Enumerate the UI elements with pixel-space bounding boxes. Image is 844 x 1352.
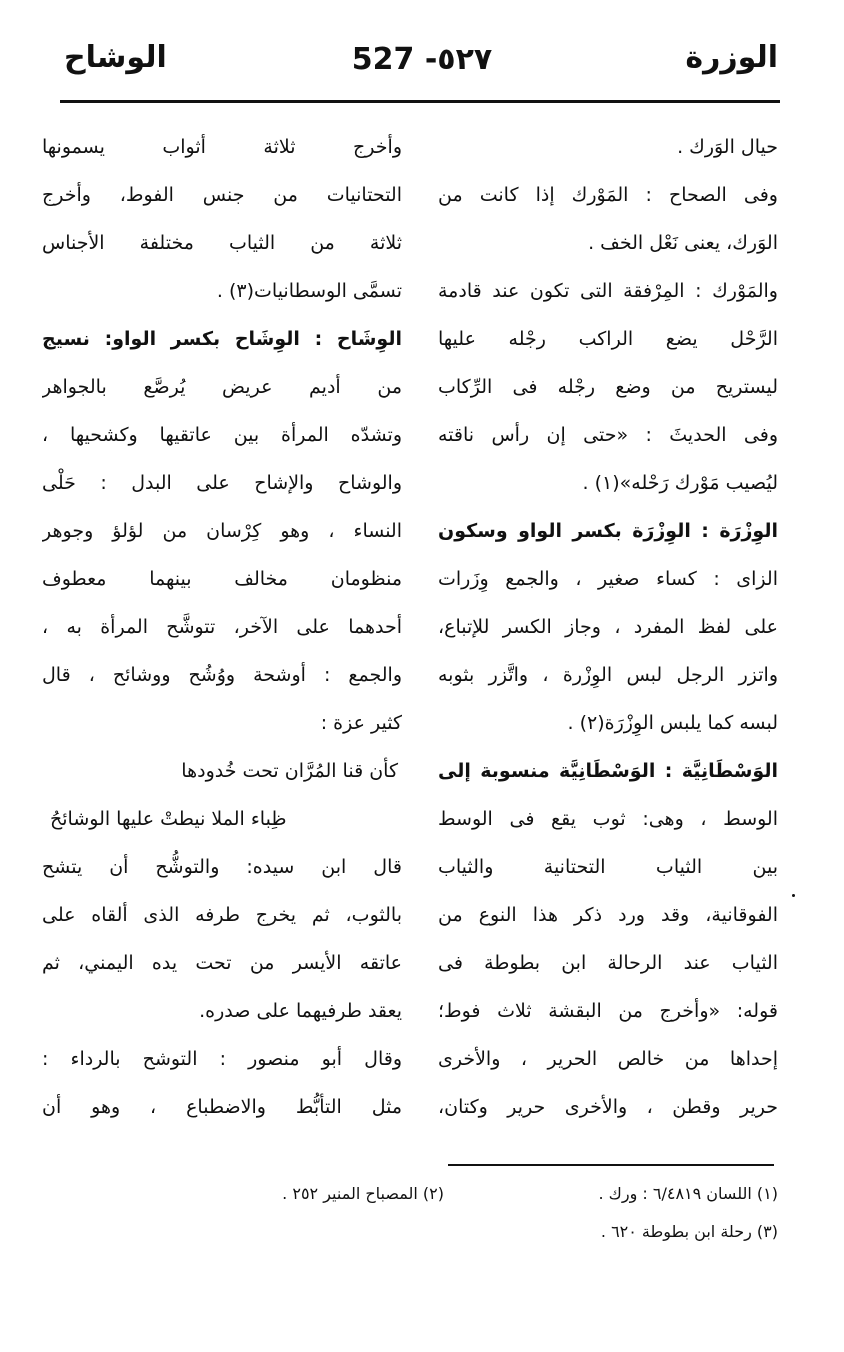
entry-headword-line: الوِزْرَة : الوِزْرَة بكسر الواو وسكون <box>438 520 778 542</box>
text-line: وفى الحديثَ : «حتى إن رأس ناقته <box>438 424 778 446</box>
text-line: الوَرك، يعنى نَعْل الخف . <box>588 232 778 254</box>
text-line: إحداها من خالص الحرير ، والأخرى <box>438 1048 778 1070</box>
page-number: 527 -٥٢٧ <box>351 42 493 77</box>
text-line: كثير عزة : <box>320 712 402 734</box>
text-line: مثل التأبُّط والاضطباع ، وهو أن <box>42 1096 402 1118</box>
left-column <box>42 123 402 1131</box>
header-rule <box>60 100 780 103</box>
text-line: الوسط ، وهى: ثوب يقع فى الوسط <box>438 808 778 830</box>
text-line: حيال الوَرك . <box>677 136 778 158</box>
text-line: واتزر الرجل لبس الوِزْرة ، واتَّزر بثوبه <box>438 664 778 686</box>
text-line: النساء ، وهو كِرْسان من لؤلؤ وجوهر <box>42 520 402 542</box>
text-line: وتشدّه المرأة بين عاتقيها وكشحيها ، <box>42 424 402 446</box>
text-line: ليُصيب مَوْرك رَحْله»(١) . <box>582 472 778 494</box>
text-line: ليستريح من وضع رجْله فى الرِّكاب <box>438 376 778 398</box>
text-line: والجمع : أوشحة ووُشُح ووشائح ، قال <box>42 664 402 686</box>
running-head-right: الوزرة <box>685 40 778 75</box>
stray-mark <box>792 894 795 897</box>
footnote-1: (١) اللسان ٦/٤٨١٩ : ورك . <box>598 1184 778 1203</box>
text-line: لبسه كما يلبس الوِزْرَة(٢) . <box>567 712 778 734</box>
entry-headword-line: الوَسْطَانِيَّة : الوَسْطَانِيَّة منسوبة إلى <box>438 760 778 782</box>
text-line: وأخرج ثلاثة أثواب يسمونها <box>42 136 402 158</box>
text-line: قال ابن سيده: والتوشُّح أن يتشح <box>42 856 402 878</box>
text-line: الزاى : كساء صغير ، والجمع وِزَرات <box>438 568 778 590</box>
text-line: بين الثياب التحتانية والثياب <box>438 856 778 878</box>
right-column <box>438 123 778 1131</box>
text-line: التحتانيات من جنس الفوط، وأخرج <box>42 184 402 206</box>
text-line: على لفظ المفرد ، وجاز الكسر للإتباع، <box>438 616 778 638</box>
text-line: بالثوب، ثم يخرج طرفه الذى ألقاه على <box>42 904 402 926</box>
text-line: وفى الصحاح : المَوْرك إذا كانت من <box>438 184 778 206</box>
entry-headword-line: الوِشَاح : الوِشَاح بكسر الواو: نسيج <box>42 328 402 350</box>
footnote-2: (٢) المصباح المنير ٢٥٢ . <box>282 1184 444 1203</box>
text-line: ثلاثة من الثياب مختلفة الأجناس <box>42 232 402 254</box>
text-line: الرَّحْل يضع الراكب رجْله عليها <box>438 328 778 350</box>
footnote-3: (٣) رحلة ابن بطوطة ٦٢٠ . <box>600 1222 778 1241</box>
text-line: عاتقه الأيسر من تحت يده اليمني، ثم <box>42 952 402 974</box>
text-line: يعقد طرفيهما على صدره. <box>199 1000 402 1022</box>
poem-verse-second-hemistich: ظِباء الملا نيطتْ عليها الوشائحُ <box>50 808 287 830</box>
text-line: قوله: «وأخرج من البقشة ثلاث فوط؛ <box>438 1000 778 1022</box>
text-line: حرير وقطن ، والأخرى حرير وكتان، <box>438 1096 778 1118</box>
text-line: والمَوْرك : المِرْفقة التى تكون عند قادمة <box>438 280 778 302</box>
text-line: والوشاح والإشاح على البدل : حَلْى <box>42 472 402 494</box>
text-line: تسمَّى الوسطانيات(٣) . <box>216 280 402 302</box>
footnote-rule <box>448 1164 774 1166</box>
text-line: أحدهما على الآخر، تتوشَّح المرأة به ، <box>42 616 402 638</box>
poem-verse-first-hemistich: كأن قنا المُرَّان تحت خُدودها <box>181 760 398 782</box>
text-line: الثياب عند الرحالة ابن بطوطة فى <box>438 952 778 974</box>
running-head-left: الوشاح <box>64 40 167 75</box>
text-line: وقال أبو منصور : التوشح بالرداء : <box>42 1048 402 1070</box>
text-line: من أديم عريض يُرصَّع بالجواهر <box>42 376 402 398</box>
text-line: منظومان مخالف بينهما معطوف <box>42 568 402 590</box>
text-line: الفوقانية، وقد ورد ذكر هذا النوع من <box>438 904 778 926</box>
